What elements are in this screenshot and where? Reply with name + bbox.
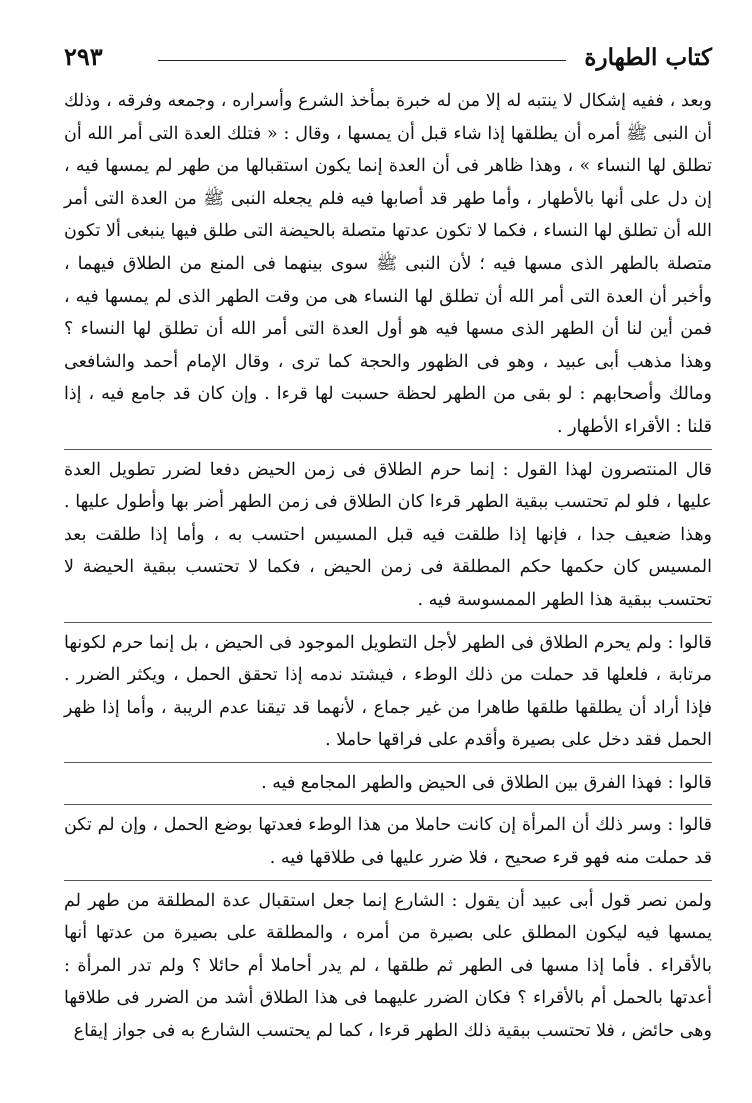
page-number: ٢٩٣ (64, 42, 103, 71)
paragraph: قالوا : ولم يحرم الطلاق فى الطهر لأجل التطويل الموجود فى الحيض ، بل إنما حرم لكونها مرتابة ، فلعلها قد حملت من ذلك الوطء ، فيشتد ندمه إذا تحقق الحمل ، ويكثر الضرر . فإذا أراد أن يطلقها طلقها طاهرا من غير جماع ، لأنهما قد تيقنا عدم الريبة ، وأما إذا ظهر الحمل فقد دخل على بصيرة وأقدم على فراقها حاملا . (64, 632, 712, 751)
paragraph-divider (64, 622, 712, 623)
paragraph-divider (64, 449, 712, 450)
running-title: كتاب الطهارة (584, 44, 712, 71)
page-header (64, 40, 712, 76)
paragraph-divider (64, 762, 712, 763)
paragraph: وبعد ، ففيه إشكال لا ينتبه له إلا من له خبرة بمأخذ الشرع وأسراره ، وجمعه وفرقه ، وذلك أن النبى ﷺ أمره أن يطلقها إذا شاء قبل أن يمسها ، وقال : « فتلك العدة التى أمر الله أن تطلق لها النساء » ، وهذا ظاهر فى أن العدة إنما يكون استقبالها من طهر لم يمسها فيه ، إن دل على أنها بالأطهار ، وأما طهر قد أصابها فيه فلم يجعله النبى ﷺ من العدة التى أمر الله أن تطلق لها النساء ، فكما لا تكون عدتها متصلة بالحيضة التى طلق فيها ينبغى ألا تكون متصلة بالطهر الذى مسها فيه ؛ لأن النبى ﷺ سوى بينهما فى المنع من الطلاق فيهما ، وأخبر أن العدة التى أمر الله أن تطلق لها النساء هى من وقت الطهر الذى لم يمسها فيه ، فمن أين لنا أن الطهر الذى مسها فيه هو أول العدة التى أمر الله أن تطلق لها النساء ؟ وهذا مذهب أبى عبيد ، وهو فى الظهور والحجة كما ترى ، وقال الإمام أحمد والشافعى ومالك وأصحابهم : لو بقى من الطهر لحظة حسبت لها قرءا . وإن كان قد جامع فيه ، إذا قلنا : الأقراء الأطهار . (64, 91, 712, 437)
paragraph: قالوا : وسر ذلك أن المرأة إن كانت حاملا من هذا الوطء فعدتها بوضع الحمل ، وإن لم تكن قد حملت منه فهو قرء صحيح ، فلا ضرر عليها فى طلاقها فيه . (64, 815, 712, 869)
paragraph-divider (64, 880, 712, 881)
paragraph: قالوا : فهذا الفرق بين الطلاق فى الحيض والطهر المجامع فيه . (261, 772, 712, 793)
header-rule (158, 60, 566, 61)
body-text (64, 85, 712, 1085)
paragraph: ولمن نصر قول أبى عبيد أن يقول : الشارع إنما جعل استقبال عدة المطلقة من طهر لم يمسها فيه ليكون المطلق على بصيرة من أمره ، والمطلقة على بصيرة من عدتها أنها بالأقراء . فأما إذا مسها فى الطهر ثم طلقها ، لم يدر أحاملا أم حائلا ؟ ولم تدر المرأة : أعدتها بالحمل أم بالأقراء ؟ فكان الضرر عليهما فى هذا الطلاق أشد من الضرر فى طلاقها وهى حائض ، فلا تحتسب ببقية ذلك الطهر قرءا ، كما لم يحتسب الشارع به فى جواز إيقاع (64, 890, 712, 1042)
paragraph: قال المنتصرون لهذا القول : إنما حرم الطلاق فى زمن الحيض دفعا لضرر تطويل العدة عليها ، فلو لم تحتسب ببقية الطهر قرءا كان الطلاق فى زمن الطهر أضر بها وأطول عليها . وهذا ضعيف جدا ، فإنها إذا طلقت فيه قبل المسيس احتسب به ، وأما إذا طلقت بعد المسيس كان حكمها حكم المطلقة فى زمن الحيض ، فكما لا تحتسب ببقية الحيضة لا تحتسب ببقية هذا الطهر الممسوسة فيه . (64, 459, 712, 610)
paragraph-divider (64, 804, 712, 805)
